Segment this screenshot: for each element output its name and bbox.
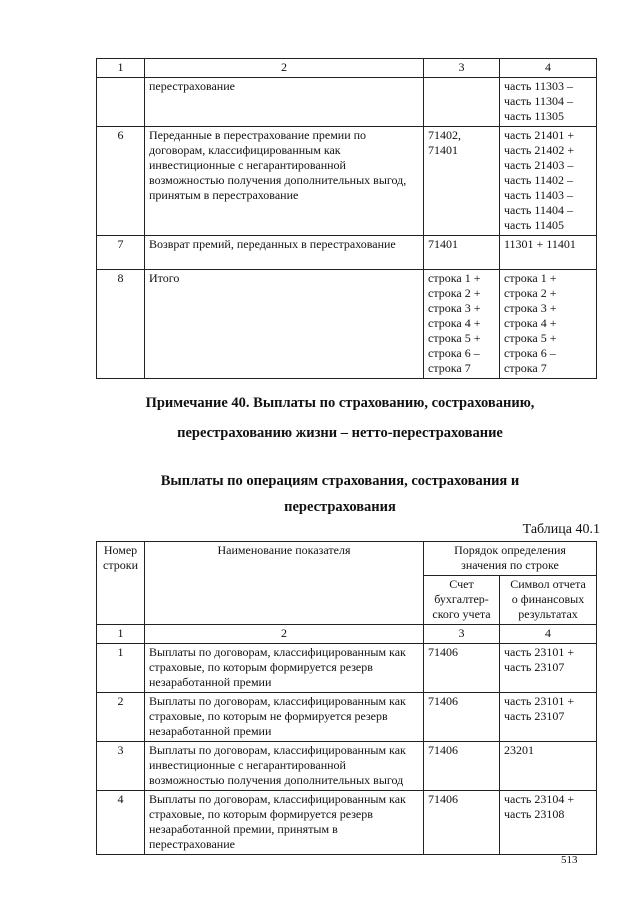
section-heading-line: Выплаты по операциям страхования, сострахования и [160,473,520,489]
table-row [97,236,597,270]
report-symbol: часть 23101 + часть 23107 [500,644,597,693]
table-header-row [97,542,597,576]
table-row [97,78,597,127]
page-number: 513 [561,854,578,866]
row-number: 3 [97,742,145,791]
indicator-name: Возврат премий, переданных в перестрахование [145,236,424,270]
account-number: 71402, 71401 [424,127,500,236]
account-number: 71406 [424,693,500,742]
account-number [424,78,500,127]
row-number: 6 [97,127,145,236]
column-number-row [97,59,597,78]
report-symbol: часть 11303 – часть 11304 – часть 11305 [500,78,597,127]
row-number: 7 [97,236,145,270]
column-number: 3 [424,59,500,78]
account-number: 71406 [424,742,500,791]
account-number: 71406 [424,791,500,855]
payments-table [96,541,597,855]
indicator-name: Выплаты по договорам, классифицированным как страховые, по которым формируется резерв незаработанной премии, принятым в перестрахование [145,791,424,855]
column-number: 2 [145,59,424,78]
column-number: 4 [500,59,597,78]
column-number-row [97,625,597,644]
column-number: 1 [97,625,145,644]
table-caption: Таблица 40.1 [522,522,600,537]
report-symbol: 11301 + 11401 [500,236,597,270]
account-header: Счет бухгалтер- ского учета [424,576,500,625]
report-symbol: часть 21401 + часть 21402 + часть 21403 – часть 11402 – часть 11403 – часть 11404 – часть 11405 [500,127,597,236]
column-number: 3 [424,625,500,644]
report-symbol: 23201 [500,742,597,791]
section-heading-continued [40,499,640,516]
indicator-name: Выплаты по договорам, классифицированным как инвестиционные с негарантированной возможностью получения дополнительных выгод [145,742,424,791]
table-row [97,644,597,693]
table-row [97,791,597,855]
column-number: 2 [145,625,424,644]
account-number: 71406 [424,644,500,693]
note-heading-line: Примечание 40. Выплаты по страхованию, сострахованию, [145,395,535,411]
indicator-name: Выплаты по договорам, классифицированным как страховые, по которым не формируется резерв незаработанной премии [145,693,424,742]
account-number: 71401 [424,236,500,270]
indicator-name: Итого [145,270,424,379]
row-number [97,78,145,127]
table-row [97,127,597,236]
symbol-header: Символ отчета о финансовых результатах [500,576,597,625]
note-heading [40,395,640,412]
column-number: 1 [97,59,145,78]
indicator-name: Выплаты по договорам, классифицированным как страховые, по которым формируется резерв незаработанной премии [145,644,424,693]
row-number-header: Номер строки [97,542,145,625]
section-heading-line: перестрахования [284,499,396,515]
report-symbol: часть 23101 + часть 23107 [500,693,597,742]
note-heading-continued [40,425,640,442]
continuation-table [96,58,597,379]
report-symbol: часть 23104 + часть 23108 [500,791,597,855]
indicator-name: перестрахование [145,78,424,127]
row-number: 4 [97,791,145,855]
table-row [97,693,597,742]
row-number: 2 [97,693,145,742]
column-number: 4 [500,625,597,644]
table-row [97,270,597,379]
row-number: 1 [97,644,145,693]
report-symbol: строка 1 + строка 2 + строка 3 + строка 4 + строка 5 + строка 6 – строка 7 [500,270,597,379]
indicator-name-header: Наименование показателя [145,542,424,625]
row-number: 8 [97,270,145,379]
indicator-name: Переданные в перестрахование премии по договорам, классифицированным как инвестиционные с негарантированной возможностью получения дополнительных выгод, принятым в перестрахование [145,127,424,236]
section-heading [40,473,640,490]
order-group-header: Порядок определения значения по строке [424,542,597,576]
note-heading-line: перестрахованию жизни – нетто-перестрахование [177,425,503,441]
account-number: строка 1 + строка 2 + строка 3 + строка 4 + строка 5 + строка 6 – строка 7 [424,270,500,379]
table-row [97,742,597,791]
